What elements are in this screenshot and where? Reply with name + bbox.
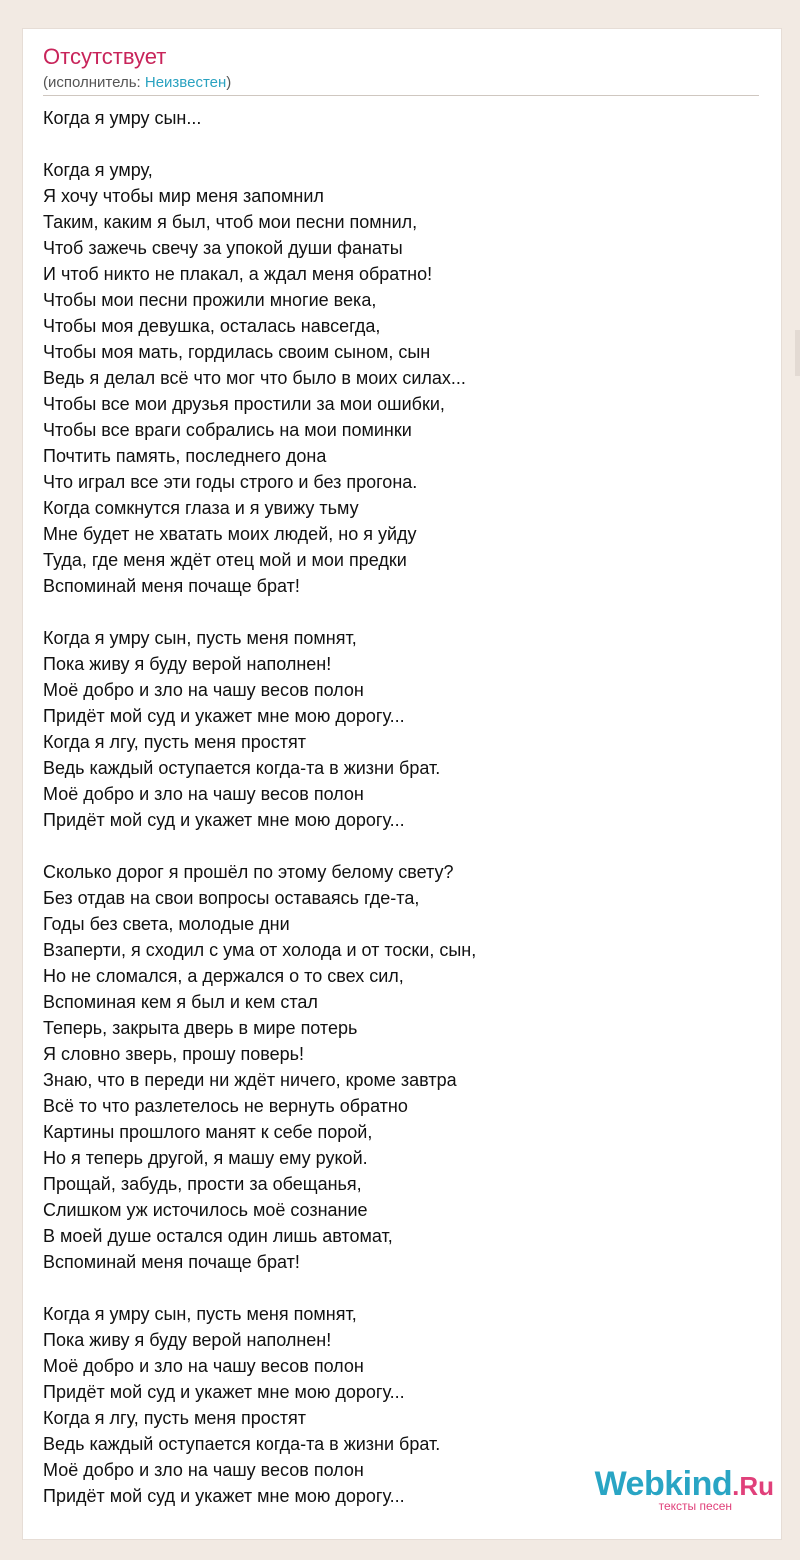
lyrics-line: Когда сомкнутся глаза и я увижу тьму [43,498,359,518]
lyrics-line: Придёт мой суд и укажет мне мою дорогу... [43,706,405,726]
lyrics-line: В моей душе остался один лишь автомат, [43,1226,393,1246]
lyrics-line: Без отдав на свои вопросы оставаясь где-та, [43,888,420,908]
lyrics-line: Вспоминая кем я был и кем стал [43,992,318,1012]
lyrics-card [22,28,782,1540]
lyrics-blank-line [43,131,759,157]
lyrics-line: Вспоминай меня почаще брат! [43,576,300,596]
lyrics-blank-line [43,1275,759,1301]
lyrics-line: Моё добро и зло на чашу весов полон [43,1356,364,1376]
lyrics-line: Когда я умру сын... [43,108,202,128]
lyrics-text [43,105,759,1509]
lyrics-line: И чтоб никто не плакал, а ждал меня обратно! [43,264,433,284]
lyrics-line: Когда я умру сын, пусть меня помнят, [43,1304,357,1324]
lyrics-line: Взаперти, я сходил с ума от холода и от тоски, сын, [43,940,477,960]
logo-tagline: тексты песен [658,1499,732,1513]
lyrics-line: Мне будет не хватать моих людей, но я уйду [43,524,417,544]
lyrics-line: Сколько дорог я прошёл по этому белому свету? [43,862,454,882]
lyrics-line: Чтоб зажечь свечу за упокой души фанаты [43,238,403,258]
site-logo[interactable] [595,1466,774,1512]
lyrics-blank-line [43,599,759,625]
lyrics-line: Я хочу чтобы мир меня запомнил [43,186,324,206]
artist-line [43,73,231,93]
lyrics-line: Когда я умру, [43,160,153,180]
lyrics-line: Знаю, что в переди ни ждёт ничего, кроме завтра [43,1070,457,1090]
lyrics-line: Годы без света, молодые дни [43,914,290,934]
lyrics-line: Картины прошлого манят к себе порой, [43,1122,373,1142]
lyrics-line: Чтобы все враги собрались на мои поминки [43,420,412,440]
lyrics-line: Моё добро и зло на чашу весов полон [43,784,364,804]
lyrics-line: Когда я лгу, пусть меня простят [43,1408,307,1428]
title-divider [43,95,759,96]
lyrics-line: Туда, где меня ждёт отец мой и мои предки [43,550,407,570]
lyrics-line: Ведь каждый оступается когда-та в жизни брат. [43,1434,441,1454]
lyrics-line: Ведь я делал всё что мог что было в моих силах... [43,368,466,388]
lyrics-line: Чтобы все мои друзья простили за мои ошибки, [43,394,445,414]
edge-scroll-mark [795,330,800,376]
song-title: Отсутствует [43,44,167,69]
lyrics-line: Пока живу я буду верой наполнен! [43,1330,332,1350]
lyrics-line: Таким, каким я был, чтоб мои песни помнил, [43,212,418,232]
lyrics-line: Почтить память, последнего дона [43,446,327,466]
lyrics-blank-line [43,833,759,859]
artist-link[interactable]: Неизвестен [144,74,227,91]
logo-main-text: Webkind [594,1465,733,1503]
lyrics-line: Пока живу я буду верой наполнен! [43,654,332,674]
lyrics-line: Но не сломался, а держался о то свех сил, [43,966,404,986]
artist-suffix: ) [226,74,232,91]
lyrics-line: Чтобы моя мать, гордилась своим сыном, сын [43,342,431,362]
lyrics-line: Ведь каждый оступается когда-та в жизни брат. [43,758,441,778]
logo-tld: .Ru [732,1471,774,1501]
lyrics-line: Что играл все эти годы строго и без прогона. [43,472,418,492]
lyrics-line: Слишком уж источилось моё сознание [43,1200,368,1220]
lyrics-line: Но я теперь другой, я машу ему рукой. [43,1148,368,1168]
lyrics-line: Моё добро и зло на чашу весов полон [43,680,364,700]
lyrics-line: Придёт мой суд и укажет мне мою дорогу... [43,810,405,830]
lyrics-line: Вспоминай меня почаще брат! [43,1252,300,1272]
lyrics-line: Я словно зверь, прошу поверь! [43,1044,304,1064]
lyrics-line: Теперь, закрыта дверь в мире потерь [43,1018,358,1038]
lyrics-line: Придёт мой суд и укажет мне мою дорогу... [43,1382,405,1402]
artist-prefix: (исполнитель: [43,74,145,91]
lyrics-line: Моё добро и зло на чашу весов полон [43,1460,364,1480]
lyrics-line: Когда я умру сын, пусть меня помнят, [43,628,357,648]
lyrics-line: Всё то что разлетелось не вернуть обратно [43,1096,408,1116]
lyrics-line: Чтобы моя девушка, осталась навсегда, [43,316,381,336]
lyrics-line: Когда я лгу, пусть меня простят [43,732,307,752]
lyrics-line: Прощай, забудь, прости за обещанья, [43,1174,362,1194]
lyrics-line: Чтобы мои песни прожили многие века, [43,290,377,310]
lyrics-line: Придёт мой суд и укажет мне мою дорогу... [43,1486,405,1506]
